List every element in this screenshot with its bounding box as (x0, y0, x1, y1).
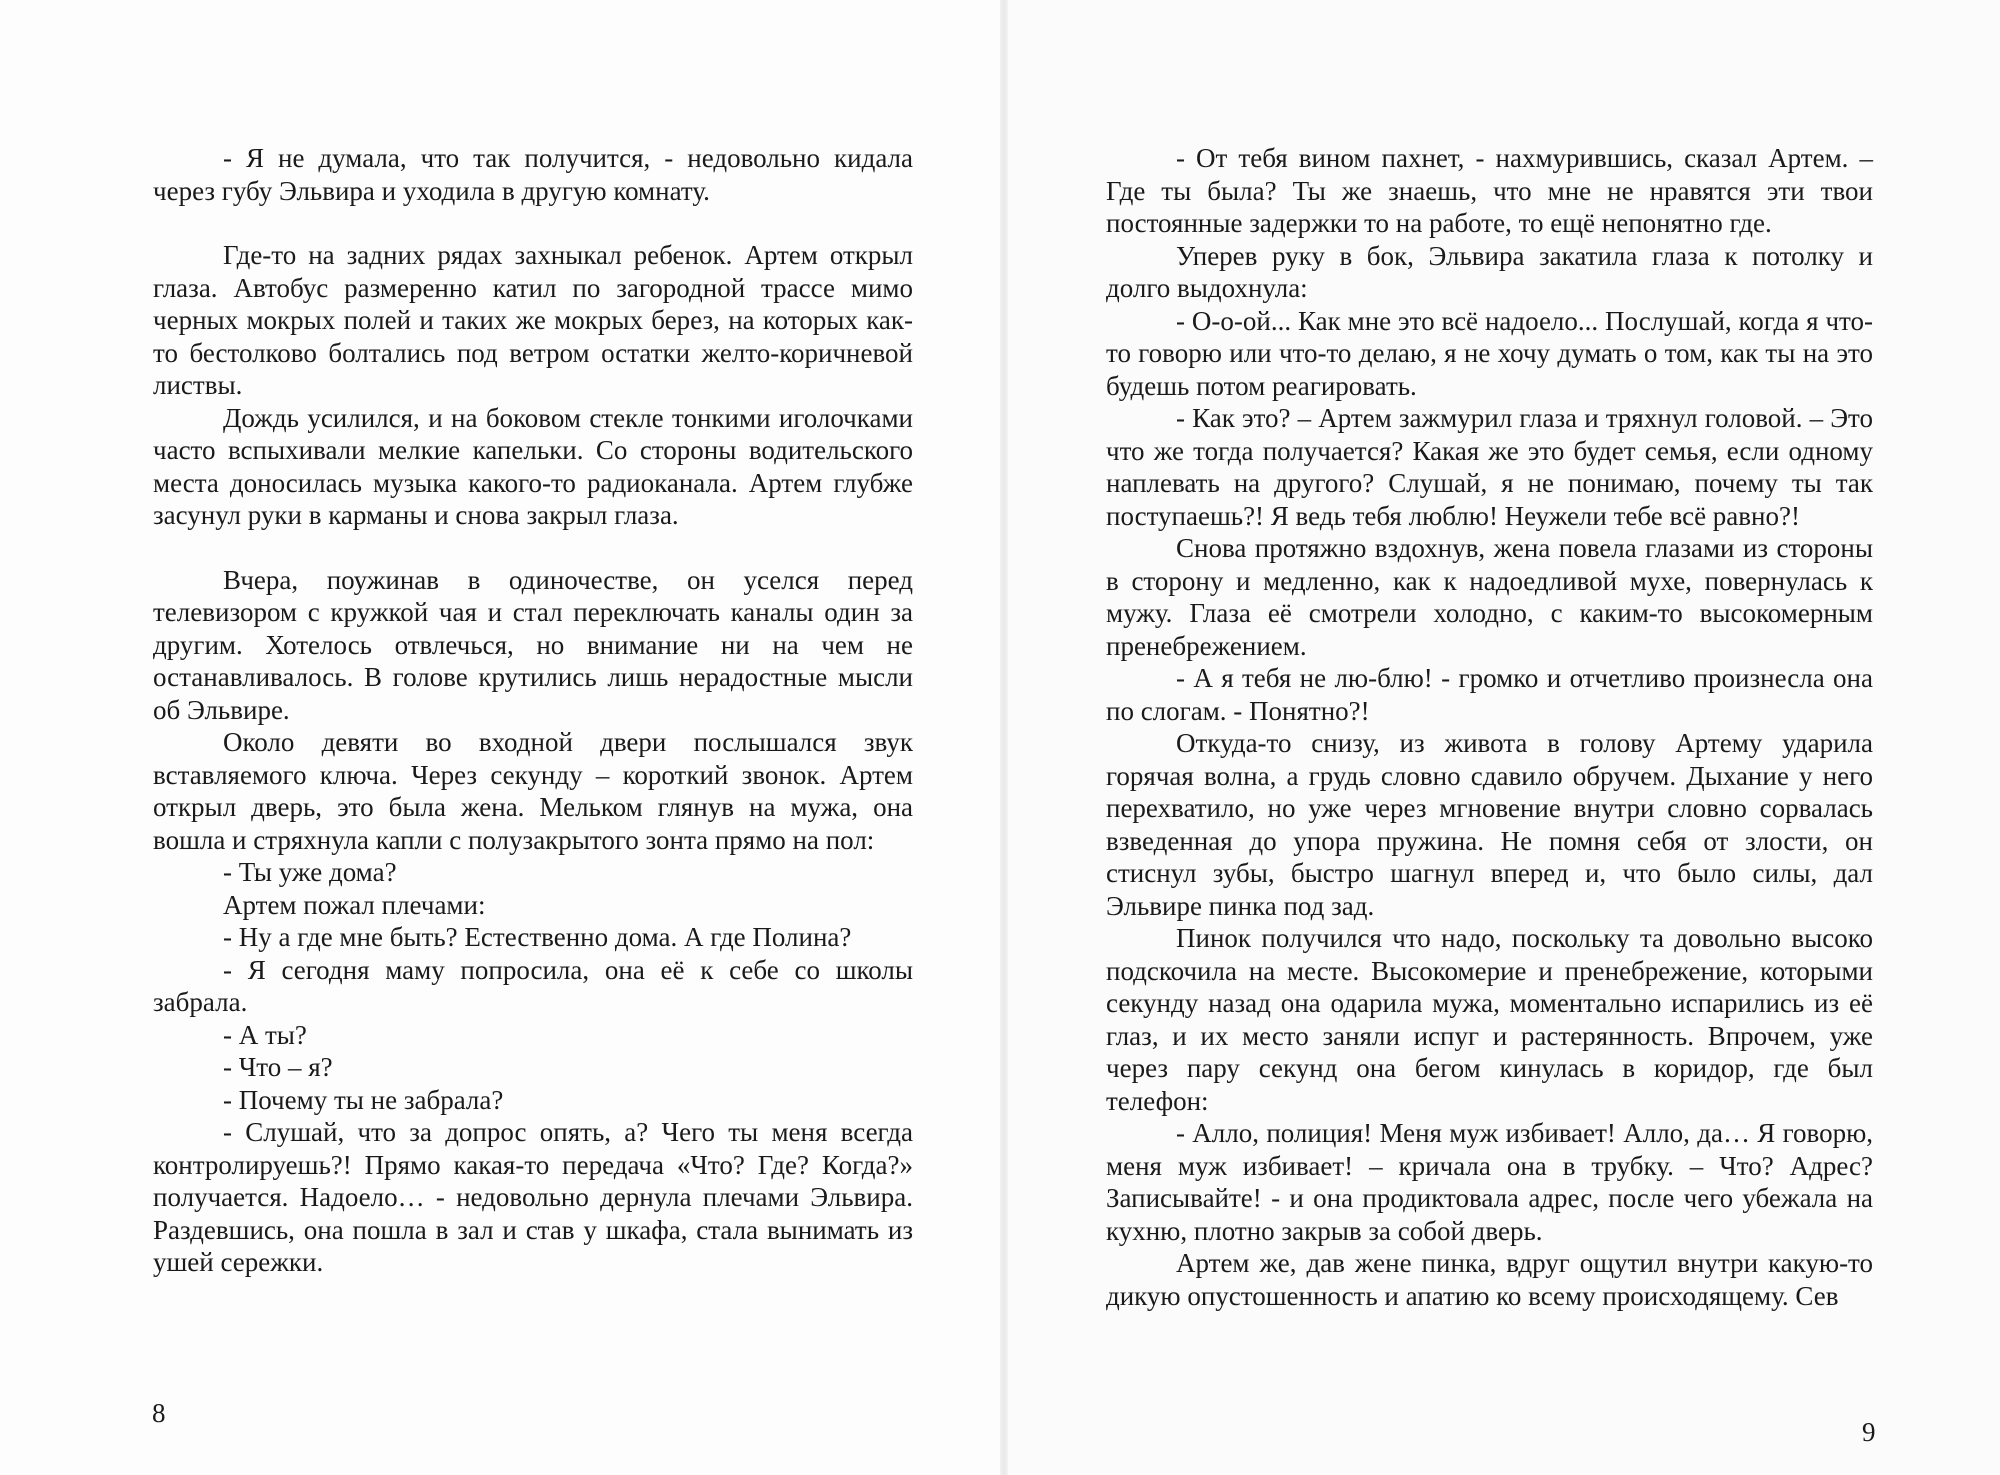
paragraph: Артем же, дав жене пинка, вдруг ощутил внутри какую-то дикую опустошенность и апатию ко всему происходящему. Сев (1106, 1248, 1873, 1311)
paragraph: - Почему ты не забрала? (223, 1084, 504, 1115)
paragraph: Дождь усилился, и на боковом стекле тонкими иголочками часто вспыхивали мелкие капельки. Со стороны водительского места доносилась музыка какого-то радиоканала. Артем глубже засунул руки в карманы и снова закрыл глаза. (153, 402, 913, 530)
paragraph: - Что – я? (223, 1052, 333, 1082)
paragraph: - Я не думала, что так получится, - недовольно кидала через губу Эльвира и уходила в другую комнату. (153, 143, 913, 206)
paragraph: Откуда-то снизу, из живота в голову Артему ударила горячая волна, а грудь словно сдавило обручем. Дыхание у него перехватило, но уже через мгновение внутри словно сорвалась взведенная до упора пружина. Не помня себя от злости, он стиснул зубы, быстро шагнул вперед и, что было силы, дал Эльвире пинка под зад. (1106, 728, 1873, 921)
paragraph: - Ты уже дома? (223, 857, 397, 887)
paragraph: - А ты? (223, 1019, 307, 1050)
page-number-left: 8 (152, 1398, 166, 1428)
paragraph: Артем пожал плечами: (223, 889, 486, 920)
paragraph: Снова протяжно вздохнув, жена повела глазами из стороны в сторону и медленно, как к надоедливой мухе, повернулась к мужу. Глаза её смотрели холодно, с каким-то высокомерным пренебрежением. (1106, 533, 1873, 661)
paragraph: - Слушай, что за допрос опять, а? Чего ты меня всегда контролируешь?! Прямо какая-то передача «Что? Где? Когда?» получается. Надоело… - недовольно дернула плечами Эльвира. Раздевшись, она пошла в зал и став у шкафа, стала вынимать из ушей сережки. (153, 1117, 913, 1277)
paragraph: - От тебя вином пахнет, - нахмурившись, сказал Артем. – Где ты была? Ты же знаешь, что мне не нравятся эти твои постоянные задержки то на работе, то ещё непонятно где. (1106, 143, 1873, 238)
paragraph: - Ну а где мне быть? Естественно дома. А где Полина? (223, 922, 852, 952)
book-gutter (1000, 0, 1008, 1475)
paragraph: Уперев руку в бок, Эльвира закатила глаза к потолку и долго выдохнула: (1106, 240, 1873, 303)
paragraph: - Как это? – Артем зажмурил глаза и тряхнул головой. – Это что же тогда получается? Какая же это будет семья, если одному наплевать на другого? Слушай, я не понимаю, почему ты так поступаешь?! Я ведь тебя люблю! Неужели тебе всё равно?! (1106, 403, 1873, 531)
left-page-text (153, 142, 913, 1279)
paragraph: Где-то на задних рядах захныкал ребенок. Артем открыл глаза. Автобус размеренно катил по загородной трассе мимо черных мокрых полей и таких же мокрых берез, на которых как-то бестолково болтались под ветром остатки желто-коричневой листвы. (153, 240, 913, 400)
paragraph: - О-о-ой... Как мне это всё надоело... Послушай, когда я что-то говорю или что-то делаю, я не хочу думать о том, как ты на это будешь потом реагировать. (1106, 305, 1873, 401)
right-page-text (1106, 142, 1873, 1312)
right-page (1003, 0, 2000, 1475)
paragraph: - Алло, полиция! Меня муж избивает! Алло, да… Я говорю, меня муж избивает! – кричала она в трубку. – Что? Адрес? Записывайте! - и она продиктовала адрес, после чего убежала на кухню, плотно закрыв за собой дверь. (1106, 1118, 1873, 1246)
paragraph: Около девяти во входной двери послышался звук вставляемого ключа. Через секунду – короткий звонок. Артем открыл дверь, это была жена. Мельком глянув на мужа, она вошла и стряхнула капли с полузакрытого зонта прямо на пол: (153, 727, 913, 855)
paragraph: Пинок получился что надо, поскольку та довольно высоко подскочила на месте. Высокомерие и пренебрежение, которыми секунду назад она одарила мужа, моментально испарились из её глаз, и их место заняли испуг и растерянность. Впрочем, уже через пару секунд она бегом кинулась в коридор, где был телефон: (1106, 923, 1873, 1116)
page-number-right: 9 (1862, 1417, 1876, 1447)
paragraph: Вчера, поужинав в одиночестве, он уселся перед телевизором с кружкой чая и стал переключать каналы один за другим. Хотелось отвлечься, но внимание ни на чем не останавливалось. В голове крутились лишь нерадостные мысли об Эльвире. (153, 564, 913, 725)
paragraph: - А я тебя не лю-блю! - громко и отчетливо произнесла она по слогам. - Понятно?! (1106, 663, 1873, 726)
paragraph: - Я сегодня маму попросила, она её к себе со школы забрала. (153, 954, 913, 1017)
